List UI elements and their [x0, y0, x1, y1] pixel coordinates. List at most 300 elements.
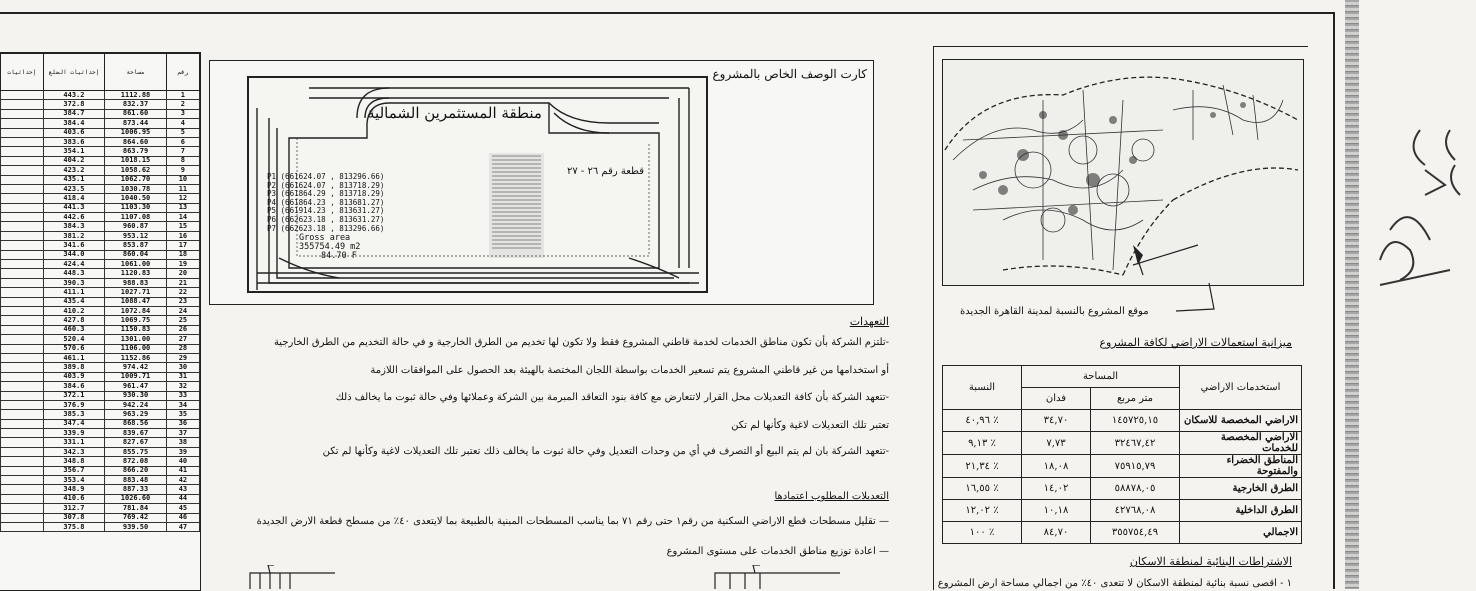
table-row	[1, 250, 200, 259]
table-cell: 443.2	[43, 91, 105, 100]
table-cell	[1, 316, 44, 325]
table-cell	[1, 147, 44, 156]
table-cell: 45	[166, 504, 199, 513]
land-use-budget-table	[942, 365, 1302, 544]
table-cell: 32	[166, 382, 199, 391]
table-cell: 14	[166, 213, 199, 222]
table-cell: 372.1	[43, 391, 105, 400]
table-cell: 1018.15	[105, 156, 167, 165]
undertaking-line: -تتعهد الشركة بان لم يتم البيع أو التصرف في أي من وحدات التعديل وفي حالة ثبوت ما يخالف ذلك تعتبر تلك التعديلات لاغية وكأنها لم تكن	[322, 446, 889, 457]
table-cell	[1, 278, 44, 287]
boundary-point: P1 (661624.07 , 813296.66)	[267, 172, 385, 181]
table-cell	[1, 438, 44, 447]
table-row	[943, 500, 1302, 522]
table-row	[1, 184, 200, 193]
budget-cell-feddan: ٣٤,٧٠	[1022, 410, 1091, 432]
header-feddan: فدان	[1022, 388, 1091, 410]
table-cell	[1, 250, 44, 259]
table-cell: 385.3	[43, 410, 105, 419]
table-cell: 20	[166, 269, 199, 278]
table-row	[1, 513, 200, 522]
table-cell: 427.8	[43, 316, 105, 325]
table-row	[1, 335, 200, 344]
table-cell	[1, 447, 44, 456]
table-cell: 423.5	[43, 184, 105, 193]
table-cell: 1103.30	[105, 203, 167, 212]
table-cell: 307.8	[43, 513, 105, 522]
table-cell: 1150.83	[105, 325, 167, 334]
table-cell: 887.33	[105, 485, 167, 494]
table-row	[1, 306, 200, 315]
table-row	[1, 457, 200, 466]
table-cell: 930.30	[105, 391, 167, 400]
table-cell: 963.29	[105, 410, 167, 419]
table-cell: 424.4	[43, 260, 105, 269]
table-cell: 8	[166, 156, 199, 165]
table-cell: 1030.78	[105, 184, 167, 193]
table-cell	[1, 353, 44, 362]
table-cell: 23	[166, 297, 199, 306]
table-row	[1, 410, 200, 419]
table-cell: 781.84	[105, 504, 167, 513]
table-cell: 942.24	[105, 400, 167, 409]
budget-cell-feddan: ١٠,١٨	[1022, 500, 1091, 522]
table-cell: 1026.60	[105, 494, 167, 503]
table-cell	[1, 166, 44, 175]
table-row	[1, 447, 200, 456]
boundary-point: P3 (661864.29 , 813718.29)	[267, 189, 385, 199]
table-cell: 19	[166, 260, 199, 269]
table-cell: 356.7	[43, 466, 105, 475]
table-row	[1, 156, 200, 165]
table-cell: 12	[166, 194, 199, 203]
table-row	[943, 455, 1302, 478]
table-cell: 961.47	[105, 382, 167, 391]
undertakings-heading: التعهدات	[849, 315, 889, 328]
table-cell	[1, 241, 44, 250]
table-cell: 423.2	[43, 166, 105, 175]
table-cell: 1058.62	[105, 166, 167, 175]
table-cell: 13	[166, 203, 199, 212]
table-header: رقم	[166, 54, 199, 91]
table-cell: 864.60	[105, 137, 167, 146]
table-row	[1, 494, 200, 503]
card-title: كارت الوصف الخاص بالمشروع	[712, 67, 867, 81]
table-row	[1, 476, 200, 485]
location-map	[942, 59, 1304, 286]
undertaking-line: تعتبر تلك التعديلات لاغية وكأنها لم تكن	[731, 420, 889, 431]
table-header: مساحة	[105, 54, 167, 91]
table-header: إحداثيات الضلع	[43, 54, 105, 91]
table-cell: 1062.70	[105, 175, 167, 184]
table-cell: 384.6	[43, 382, 105, 391]
table-row	[1, 391, 200, 400]
table-cell: 1088.47	[105, 297, 167, 306]
budget-cell-use: الاراضي المخصصة للاسكان	[1180, 410, 1302, 432]
table-cell: 410.2	[43, 306, 105, 315]
table-row	[1, 344, 200, 353]
table-cell: 861.60	[105, 109, 167, 118]
table-cell: 410.6	[43, 494, 105, 503]
table-cell: 43	[166, 485, 199, 494]
table-cell: 21	[166, 278, 199, 287]
table-cell: 348.9	[43, 485, 105, 494]
gross-m2: 355754.49 m2	[299, 242, 361, 252]
table-cell	[1, 504, 44, 513]
table-cell	[1, 476, 44, 485]
table-row	[1, 288, 200, 297]
table-row	[1, 297, 200, 306]
gross-label: Gross area	[299, 233, 351, 243]
gross-area	[299, 234, 360, 261]
table-cell: 868.56	[105, 419, 167, 428]
table-row	[943, 522, 1302, 544]
table-row	[1, 213, 200, 222]
table-cell: 988.83	[105, 278, 167, 287]
table-cell: 11	[166, 184, 199, 193]
table-cell: 384.7	[43, 109, 105, 118]
right-panel	[933, 46, 1308, 590]
coordinates-table	[0, 52, 201, 591]
table-cell	[1, 137, 44, 146]
table-header: إحداثيات	[1, 54, 44, 91]
table-cell: 38	[166, 438, 199, 447]
project-card	[209, 60, 874, 305]
table-cell: 9	[166, 166, 199, 175]
table-cell: 376.9	[43, 400, 105, 409]
table-row	[943, 478, 1302, 500]
table-row	[1, 504, 200, 513]
location-map-caption: موقع المشروع بالنسبة لمدينة القاهرة الجديدة	[960, 306, 1149, 317]
frame-top-line	[0, 12, 1335, 14]
budget-cell-feddan: ١٨,٠٨	[1022, 455, 1091, 478]
table-cell: 312.7	[43, 504, 105, 513]
table-cell: 403.6	[43, 128, 105, 137]
budget-cell-use: الاراضي المخصصة للخدمات	[1180, 432, 1302, 455]
header-square-meters: متر مربع	[1091, 388, 1180, 410]
land-use-budget-body	[943, 410, 1302, 544]
boundary-point: P7 (662623.18 , 813296.66)	[267, 223, 385, 233]
table-cell: 342.3	[43, 447, 105, 456]
table-cell: 939.50	[105, 522, 167, 531]
table-cell: 1106.00	[105, 344, 167, 353]
table-cell	[1, 363, 44, 372]
table-cell: 4	[166, 119, 199, 128]
table-cell: 853.87	[105, 241, 167, 250]
table-cell: 44	[166, 494, 199, 503]
table-cell: 960.87	[105, 222, 167, 231]
table-cell	[1, 466, 44, 475]
table-cell: 570.6	[43, 344, 105, 353]
table-row	[1, 419, 200, 428]
undertaking-line: أو استخدامها من غير قاطني المشروع يتم تسعير الخدمات بواسطة اللجان المختصة بالهيئة بعد الحصول على الموافقات اللازمة	[370, 365, 889, 376]
table-cell	[1, 213, 44, 222]
table-cell	[1, 419, 44, 428]
table-row	[1, 194, 200, 203]
land-use-budget-title: ميزانية استعمالات الاراضي لكافة المشروع	[1099, 336, 1292, 349]
header-percentage: النسبة	[943, 366, 1022, 410]
table-row	[1, 260, 200, 269]
handwritten-annotation	[1370, 110, 1470, 300]
gross-feddan: 84.70 F	[321, 251, 357, 261]
budget-cell-m2: ٥٨٨٧٨,٠٥	[1091, 478, 1180, 500]
table-cell	[1, 297, 44, 306]
budget-cell-feddan: ١٤,٠٢	[1022, 478, 1091, 500]
table-cell: 1120.83	[105, 269, 167, 278]
table-cell	[1, 372, 44, 381]
table-cell: 953.12	[105, 231, 167, 240]
table-cell	[1, 494, 44, 503]
table-cell: 42	[166, 476, 199, 485]
table-cell: 344.0	[43, 250, 105, 259]
table-cell: 7	[166, 147, 199, 156]
table-row	[1, 353, 200, 362]
table-cell	[1, 109, 44, 118]
boundary-point: P4 (661864.23 , 813681.27)	[267, 197, 385, 207]
table-row	[1, 137, 200, 146]
location-pointer	[1174, 283, 1224, 317]
table-cell: 348.8	[43, 457, 105, 466]
table-row	[1, 438, 200, 447]
table-row	[943, 432, 1302, 455]
table-cell	[1, 269, 44, 278]
table-cell: 37	[166, 429, 199, 438]
budget-cell-pct: ٪ ٩,١٣	[943, 432, 1022, 455]
table-cell	[1, 410, 44, 419]
table-row	[1, 119, 200, 128]
table-row	[1, 382, 200, 391]
budget-cell-feddan: ٨٤,٧٠	[1022, 522, 1091, 544]
table-cell	[1, 260, 44, 269]
table-cell	[1, 156, 44, 165]
table-row	[1, 128, 200, 137]
budget-cell-m2: ١٤٥٧٢٥,١٥	[1091, 410, 1180, 432]
table-cell: 33	[166, 391, 199, 400]
table-cell: 375.8	[43, 522, 105, 531]
table-cell: 1009.71	[105, 372, 167, 381]
table-cell	[1, 400, 44, 409]
table-cell: 403.9	[43, 372, 105, 381]
table-cell	[1, 513, 44, 522]
table-row	[1, 175, 200, 184]
table-row	[1, 316, 200, 325]
table-cell: 1027.71	[105, 288, 167, 297]
boundary-point: P2 (661624.07 , 813718.29)	[267, 180, 385, 190]
table-row	[1, 363, 200, 372]
table-row	[1, 485, 200, 494]
table-row	[1, 269, 200, 278]
budget-cell-use: الطرق الخارجية	[1180, 478, 1302, 500]
table-cell: 24	[166, 306, 199, 315]
budget-cell-feddan: ٧,٧٣	[1022, 432, 1091, 455]
table-row	[1, 429, 200, 438]
table-cell: 354.1	[43, 147, 105, 156]
table-cell: 1	[166, 91, 199, 100]
table-row	[1, 372, 200, 381]
table-cell: 974.42	[105, 363, 167, 372]
table-cell: 1061.00	[105, 260, 167, 269]
table-header-row	[943, 366, 1302, 388]
table-cell: 873.44	[105, 119, 167, 128]
table-cell: 17	[166, 241, 199, 250]
table-cell	[1, 194, 44, 203]
table-cell: 1112.88	[105, 91, 167, 100]
table-cell: 441.3	[43, 203, 105, 212]
bottom-partial-drawings	[240, 565, 940, 589]
site-plan	[247, 76, 708, 293]
table-cell: 339.9	[43, 429, 105, 438]
budget-cell-m2: ٣٥٥٧٥٤,٤٩	[1091, 522, 1180, 544]
table-row	[1, 278, 200, 287]
table-cell: 404.2	[43, 156, 105, 165]
table-cell	[1, 231, 44, 240]
table-cell: 872.08	[105, 457, 167, 466]
table-cell: 1107.08	[105, 213, 167, 222]
table-cell	[1, 325, 44, 334]
table-cell: 22	[166, 288, 199, 297]
table-cell: 39	[166, 447, 199, 456]
table-cell: 46	[166, 513, 199, 522]
table-cell: 448.3	[43, 269, 105, 278]
table-cell: 390.3	[43, 278, 105, 287]
table-cell: 860.04	[105, 250, 167, 259]
table-cell: 383.6	[43, 137, 105, 146]
budget-cell-use: الطرق الداخلية	[1180, 500, 1302, 522]
table-row	[1, 147, 200, 156]
table-cell	[1, 485, 44, 494]
boundary-point: P6 (662623.18 , 813631.27)	[267, 214, 385, 224]
table-cell: 384.3	[43, 222, 105, 231]
table-cell	[1, 522, 44, 531]
budget-cell-use: الاجمالي	[1180, 522, 1302, 544]
boundary-points	[267, 173, 384, 233]
table-cell: 461.1	[43, 353, 105, 362]
table-cell: 442.6	[43, 213, 105, 222]
table-row	[1, 325, 200, 334]
zone-name: منطقة المستثمرين الشمالية	[367, 104, 542, 122]
table-cell: 520.4	[43, 335, 105, 344]
table-cell: 883.48	[105, 476, 167, 485]
table-cell: 1069.75	[105, 316, 167, 325]
table-cell: 1072.84	[105, 306, 167, 315]
coordinates-table-body	[1, 91, 200, 532]
table-cell: 1006.95	[105, 128, 167, 137]
table-cell: 341.6	[43, 241, 105, 250]
undertaking-line: -تتعهد الشركة بأن كافة التعديلات محل القرار لاتتعارض مع كافة بنود التعاقد المبرمة بين الشركة وعملائها وفي حالة ثبوت ما يخالف ذلك	[335, 392, 889, 403]
table-cell	[1, 184, 44, 193]
table-row	[1, 203, 200, 212]
table-cell: 389.8	[43, 363, 105, 372]
table-row	[1, 466, 200, 475]
table-cell: 866.20	[105, 466, 167, 475]
table-cell: 827.67	[105, 438, 167, 447]
budget-cell-pct: ٪ ١٦,٥٥	[943, 478, 1022, 500]
table-cell: 372.8	[43, 100, 105, 109]
budget-cell-m2: ٧٥٩١٥,٧٩	[1091, 455, 1180, 478]
table-cell: 25	[166, 316, 199, 325]
table-cell	[1, 382, 44, 391]
table-cell	[1, 306, 44, 315]
table-cell	[1, 335, 44, 344]
table-cell: 839.67	[105, 429, 167, 438]
requested-modification-line: — اعادة توزيع مناطق الخدمات على مستوى المشروع	[666, 546, 889, 557]
table-cell: 47	[166, 522, 199, 531]
table-row	[1, 231, 200, 240]
header-land-use: استخدمات الاراضي	[1180, 366, 1302, 410]
table-cell: 832.37	[105, 100, 167, 109]
table-cell	[1, 429, 44, 438]
table-cell: 418.4	[43, 194, 105, 203]
table-cell: 2	[166, 100, 199, 109]
table-cell	[1, 175, 44, 184]
table-row	[1, 222, 200, 231]
table-cell: 34	[166, 400, 199, 409]
table-header-row	[1, 54, 200, 91]
table-cell: 10	[166, 175, 199, 184]
budget-cell-pct: ٪ ١٠٠	[943, 522, 1022, 544]
table-cell	[1, 203, 44, 212]
table-row	[1, 91, 200, 100]
table-cell	[1, 288, 44, 297]
table-cell: 331.1	[43, 438, 105, 447]
scan-edge	[1345, 0, 1359, 589]
table-row	[1, 400, 200, 409]
table-cell: 5	[166, 128, 199, 137]
table-cell: 353.4	[43, 476, 105, 485]
table-cell	[1, 128, 44, 137]
table-cell: 1152.86	[105, 353, 167, 362]
budget-cell-pct: ٪ ١٢,٠٢	[943, 500, 1022, 522]
table-cell: 863.79	[105, 147, 167, 156]
plot-number: قطعة رقم ٢٦ - ٢٧	[567, 166, 645, 177]
table-cell: 1040.50	[105, 194, 167, 203]
table-cell	[1, 391, 44, 400]
table-cell: 769.42	[105, 513, 167, 522]
budget-cell-m2: ٤٢٧٦٨,٠٨	[1091, 500, 1180, 522]
table-cell: 35	[166, 410, 199, 419]
table-cell: 31	[166, 372, 199, 381]
table-cell: 30	[166, 363, 199, 372]
table-cell: 460.3	[43, 325, 105, 334]
table-cell: 40	[166, 457, 199, 466]
table-cell: 855.75	[105, 447, 167, 456]
undertaking-line: -تلتزم الشركة بأن تكون مناطق الخدمات لخدمة قاطني المشروع فقط ولا تكون لها تخديم من الطرق الخارجية و في حالة التخديم من الطرق الخارجية	[273, 337, 889, 348]
header-area: المساحة	[1022, 366, 1180, 388]
requested-modifications-heading: التعديلات المطلوب اعتمادها	[774, 491, 889, 502]
table-cell: 411.1	[43, 288, 105, 297]
boundary-point: P5 (661914.23 , 813631.27)	[267, 206, 385, 216]
table-cell: 1301.00	[105, 335, 167, 344]
table-row	[943, 410, 1302, 432]
table-cell: 435.4	[43, 297, 105, 306]
table-cell: 16	[166, 231, 199, 240]
housing-requirements-line: ١ - اقصى نسبة بنائية لمنطقة الاسكان لا تتعدى ٤٠٪ من اجمالي مساحة ارض المشروع	[937, 578, 1292, 589]
table-cell: 435.1	[43, 175, 105, 184]
housing-requirements-title: الاشتراطات البنائية لمنطقة الاسكان	[1129, 555, 1292, 568]
table-cell: 41	[166, 466, 199, 475]
table-cell: 347.4	[43, 419, 105, 428]
table-row	[1, 166, 200, 175]
table-row	[1, 100, 200, 109]
table-cell: 27	[166, 335, 199, 344]
table-cell: 28	[166, 344, 199, 353]
location-map-drawing	[943, 60, 1303, 285]
requested-modification-line: — تقليل مسطحات قطع الاراضي السكنية من رقم١ حتى رقم ٧١ بما يناسب المسطحات المبنية بالطبيعة بما لايتعدى ٤٠٪ من مسطح قطعة الارض الجديدة	[256, 516, 889, 527]
table-cell: 26	[166, 325, 199, 334]
table-row	[1, 241, 200, 250]
table-cell: 15	[166, 222, 199, 231]
budget-cell-pct: ٪ ٤٠,٩٦	[943, 410, 1022, 432]
